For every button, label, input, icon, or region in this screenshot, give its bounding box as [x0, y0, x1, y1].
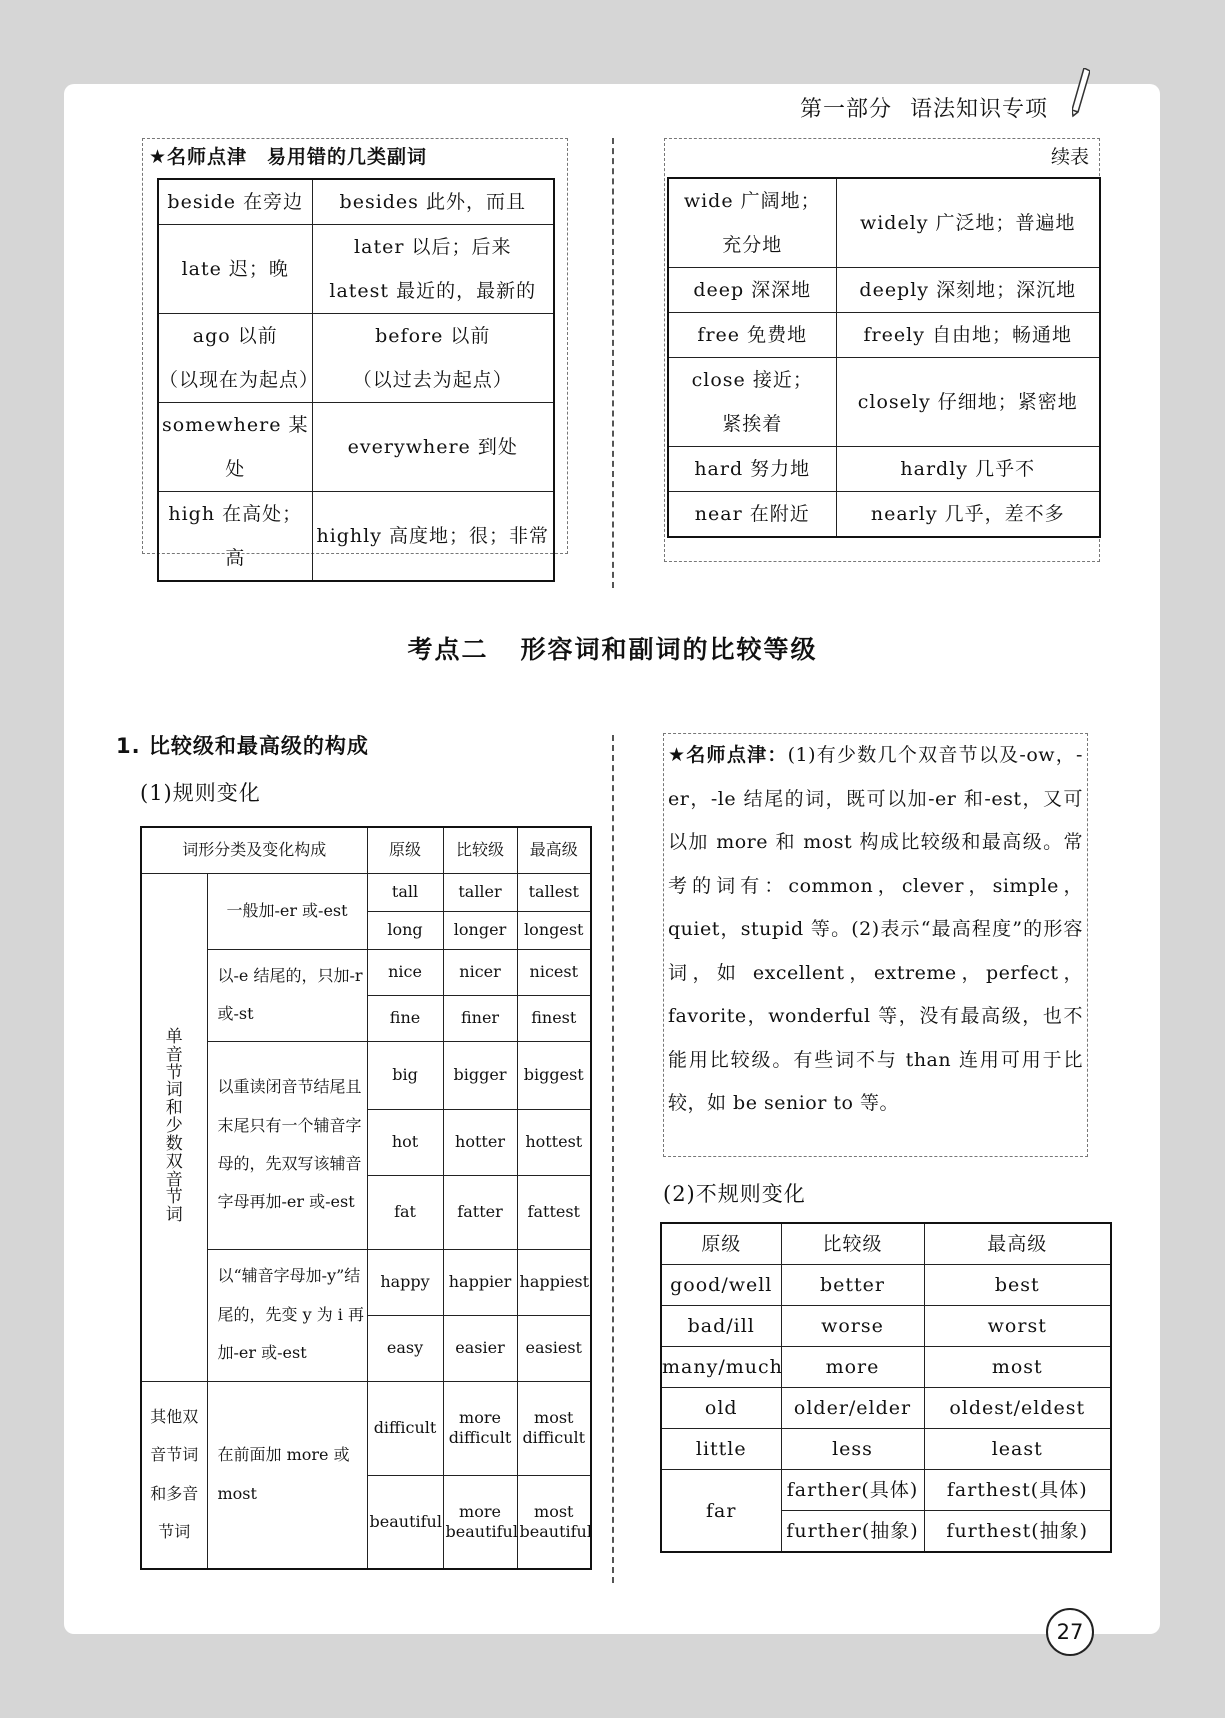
table-cell: many/much	[661, 1347, 781, 1388]
section-title: 形容词和副词的比较等级	[520, 635, 818, 664]
table-cell: big	[367, 1041, 443, 1109]
table-cell: tall	[367, 873, 443, 911]
col-header: 比较级	[443, 827, 517, 873]
group-label: 其他双音节词和多音节词	[141, 1381, 207, 1569]
irregular-change-table	[660, 1222, 1112, 1553]
table-cell: longer	[443, 911, 517, 949]
heading-irregular: (2)不规则变化	[663, 1182, 806, 1206]
table-cell: bad/ill	[661, 1306, 781, 1347]
table-row	[668, 268, 1100, 313]
tip-text: (1)有少数几个双音节以及-ow，-er，-le 结尾的词，既可以加-er 和-est，又可以加 more 和 most 构成比较级和最高级。常考的词有：common，clever，simple，quiet，stupid 等。(2)表示“最高程度”的形容词，如 excellent，extreme，perfect，favorite，wonderful 等，没有最高级，也不能用比较级。有些词不与 than 连用可用于比较，如 be senior to 等。	[668, 744, 1083, 1114]
table-cell: farther(具体)	[781, 1470, 924, 1511]
table-cell: more difficult	[443, 1381, 517, 1475]
table-row	[661, 1347, 1111, 1388]
table-cell: nicer	[443, 949, 517, 995]
table-cell: old	[661, 1388, 781, 1429]
table-cell: ago 以前 （以现在为起点）	[158, 314, 312, 403]
table-cell: worst	[924, 1306, 1111, 1347]
table-row	[661, 1470, 1111, 1511]
table-cell: finest	[517, 995, 591, 1041]
table-cell: nearly 几乎，差不多	[836, 492, 1100, 538]
table-cell: hardly 几乎不	[836, 447, 1100, 492]
col-header: 原级	[367, 827, 443, 873]
table-cell: more	[781, 1347, 924, 1388]
table-row	[661, 1265, 1111, 1306]
table-cell: fatter	[443, 1175, 517, 1249]
table-cell: later 以后；后来 latest 最近的，最新的	[312, 225, 554, 314]
table-cell: somewhere 某处	[158, 403, 312, 492]
table-cell: late 迟；晚	[158, 225, 312, 314]
rule-cell: 以重读闭音节结尾且末尾只有一个辅音字母的，先双写该辅音字母再加-er 或-est	[207, 1041, 367, 1249]
column-divider-bottom	[612, 735, 614, 1583]
adverb-table-continued	[667, 177, 1101, 538]
table-row	[158, 492, 554, 582]
table-cell: beautiful	[367, 1475, 443, 1569]
continued-label: 续表	[1050, 146, 1089, 168]
table-cell: deeply 深刻地；深沉地	[836, 268, 1100, 313]
tip-box-comparison	[663, 733, 1088, 1157]
group-label: 单音节词和少数双音节词	[165, 1026, 183, 1226]
table-cell: happier	[443, 1249, 517, 1315]
rule-cell: 以-e 结尾的，只加-r 或-st	[207, 949, 367, 1041]
rule-cell: 在前面加 more 或 most	[207, 1381, 367, 1569]
table-cell: hottest	[517, 1109, 591, 1175]
table-cell: best	[924, 1265, 1111, 1306]
table-cell: easy	[367, 1315, 443, 1381]
table-cell: besides 此外，而且	[312, 179, 554, 225]
table-cell: freely 自由地；畅通地	[836, 313, 1100, 358]
table-cell: tallest	[517, 873, 591, 911]
table-cell: most beautiful	[517, 1475, 591, 1569]
regular-change-table	[140, 826, 592, 1570]
table-cell: easier	[443, 1315, 517, 1381]
table-cell: bigger	[443, 1041, 517, 1109]
table-cell: finer	[443, 995, 517, 1041]
table-row	[661, 1429, 1111, 1470]
table-cell: most	[924, 1347, 1111, 1388]
table-cell: older/elder	[781, 1388, 924, 1429]
table-cell: least	[924, 1429, 1111, 1470]
running-header	[800, 92, 1066, 123]
table-row	[668, 447, 1100, 492]
table-cell: fat	[367, 1175, 443, 1249]
group-label-cell	[141, 873, 207, 1381]
table-cell: oldest/eldest	[924, 1388, 1111, 1429]
table-row	[158, 314, 554, 403]
table-cell: closely 仔细地；紧密地	[836, 358, 1100, 447]
table-cell: hot	[367, 1109, 443, 1175]
table-cell: near 在附近	[668, 492, 836, 538]
rule-cell: 一般加-er 或-est	[207, 873, 367, 949]
table-cell: hard 努力地	[668, 447, 836, 492]
table-cell: happy	[367, 1249, 443, 1315]
table-cell: wide 广阔地； 充分地	[668, 178, 836, 268]
table-cell: longest	[517, 911, 591, 949]
table-cell: little	[661, 1429, 781, 1470]
column-divider-top	[612, 138, 614, 588]
header-part: 第一部分	[800, 97, 893, 122]
tip-box-adverbs	[142, 138, 568, 569]
table-cell: furthest(抽象)	[924, 1511, 1111, 1553]
table-cell: everywhere 到处	[312, 403, 554, 492]
table-cell: difficult	[367, 1381, 443, 1475]
header-row	[661, 1223, 1111, 1265]
table-row	[158, 179, 554, 225]
table-cell: fattest	[517, 1175, 591, 1249]
col-header: 最高级	[517, 827, 591, 873]
tip-title: ★名师点津：	[668, 744, 788, 766]
table-row	[661, 1388, 1111, 1429]
table-row	[668, 358, 1100, 447]
table-cell: before 以前 （以过去为起点）	[312, 314, 554, 403]
col-header: 最高级	[924, 1223, 1111, 1265]
table-cell: good/well	[661, 1265, 781, 1306]
section-label: 考点二	[407, 635, 489, 664]
table-cell: less	[781, 1429, 924, 1470]
table-row	[158, 403, 554, 492]
page-number: 27	[1046, 1608, 1094, 1656]
table-cell: nice	[367, 949, 443, 995]
table-cell: most difficult	[517, 1381, 591, 1475]
col-header: 原级	[661, 1223, 781, 1265]
adverb-table	[157, 178, 555, 582]
table-cell: highly 高度地；很；非常	[312, 492, 554, 582]
table-cell: further(抽象)	[781, 1511, 924, 1553]
table-cell: taller	[443, 873, 517, 911]
section-heading	[0, 630, 1225, 666]
heading-formation: 1. 比较级和最高级的构成	[116, 734, 369, 758]
tip-box-title: ★名师点津 易用错的几类副词	[149, 146, 428, 168]
table-row	[668, 178, 1100, 268]
table-cell: fine	[367, 995, 443, 1041]
pencil-icon	[1072, 68, 1090, 118]
table-cell: high 在高处；高	[158, 492, 312, 582]
table-cell: more beautiful	[443, 1475, 517, 1569]
table-row	[158, 225, 554, 314]
table-cell: easiest	[517, 1315, 591, 1381]
table-cell: free 免费地	[668, 313, 836, 358]
table-row	[668, 492, 1100, 538]
table-cell: deep 深深地	[668, 268, 836, 313]
continued-box	[664, 138, 1100, 562]
table-cell: nicest	[517, 949, 591, 995]
rule-cell: 以“辅音字母加-y”结尾的，先变 y 为 i 再加-er 或-est	[207, 1249, 367, 1381]
table-cell: beside 在旁边	[158, 179, 312, 225]
table-cell: biggest	[517, 1041, 591, 1109]
table-cell: hotter	[443, 1109, 517, 1175]
col-header: 词形分类及变化构成	[141, 827, 367, 873]
table-cell: widely 广泛地；普遍地	[836, 178, 1100, 268]
table-cell: far	[661, 1470, 781, 1553]
table-row	[661, 1306, 1111, 1347]
table-cell: better	[781, 1265, 924, 1306]
col-header: 比较级	[781, 1223, 924, 1265]
heading-regular: (1)规则变化	[140, 781, 261, 805]
table-row	[668, 313, 1100, 358]
table-cell: close 接近； 紧挨着	[668, 358, 836, 447]
table-cell: farthest(具体)	[924, 1470, 1111, 1511]
table-cell: worse	[781, 1306, 924, 1347]
table-cell: happiest	[517, 1249, 591, 1315]
table-cell: long	[367, 911, 443, 949]
header-section: 语法知识专项	[910, 97, 1049, 122]
